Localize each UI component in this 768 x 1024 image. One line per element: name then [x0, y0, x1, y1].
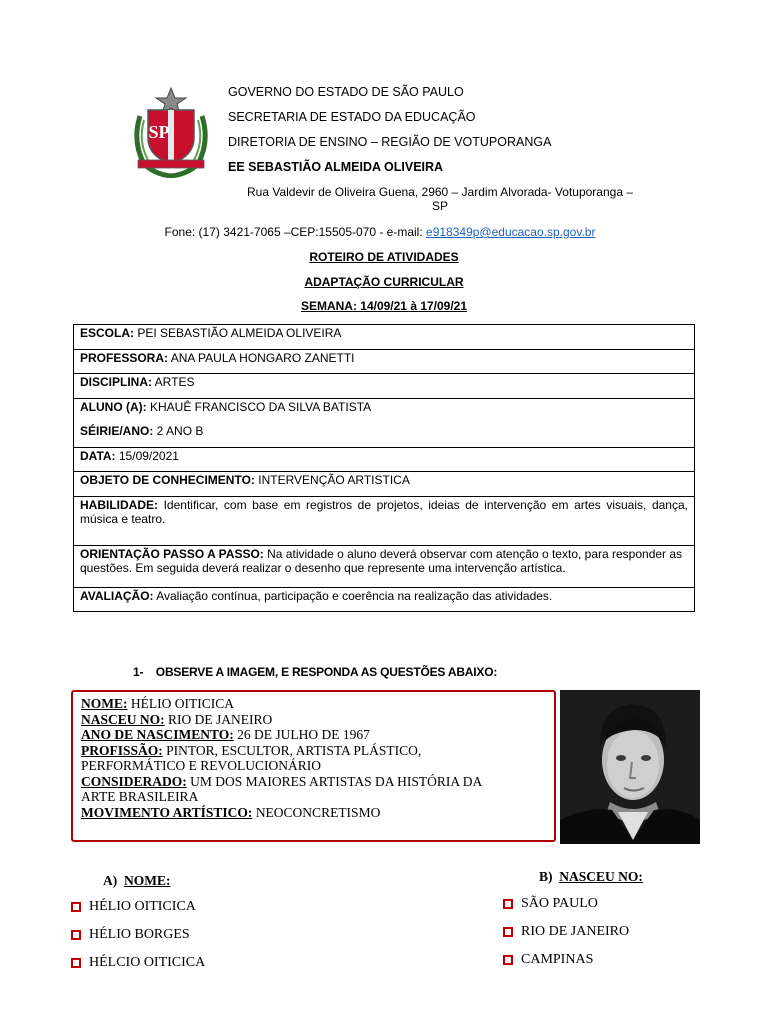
option-b-item[interactable] [503, 896, 598, 912]
title-roteiro: ROTEIRO DE ATIVIDADES [309, 250, 459, 264]
checkbox-icon[interactable] [71, 958, 81, 968]
contact-line [70, 225, 690, 239]
option-a-item-label: HÉLIO OITICICA [89, 899, 196, 914]
bio-nome-label: NOME: [81, 696, 128, 711]
value-serie: 2 ANO B [153, 423, 204, 438]
label-escola: ESCOLA: [80, 326, 134, 340]
label-disciplina: DISCIPLINA: [80, 375, 152, 389]
sao-paulo-seal-icon [130, 86, 212, 178]
address-line-1: Rua Valdevir de Oliveira Guena, 2960 – Jardim Alvorada- Votuporanga – [246, 185, 633, 199]
label-objeto: OBJETO DE CONHECIMENTO: [80, 473, 255, 487]
info-table [73, 324, 695, 612]
school-address [220, 185, 660, 213]
bio-nasceu-label: NASCEU NO: [81, 711, 165, 727]
bio-nasceu-value: RIO DE JANEIRO [164, 711, 273, 727]
header-government: GOVERNO DO ESTADO DE SÃO PAULO [228, 85, 464, 99]
bio-profissao-value: PINTOR, ESCULTOR, ARTISTA PLÁSTICO, PERFORMÁTICO E REVOLUCIONÁRIO [81, 742, 422, 773]
label-avaliacao: AVALIAÇÃO: [80, 588, 154, 603]
row-escola [74, 325, 695, 350]
checkbox-icon[interactable] [71, 902, 81, 912]
value-data: 15/09/2021 [115, 448, 179, 463]
label-serie: SÉIRIE/ANO: [80, 423, 154, 438]
row-professora [74, 349, 695, 374]
bio-profissao-label: PROFISSÃO: [81, 742, 163, 758]
option-a-item-label: HÉLCIO OITICICA [89, 955, 206, 970]
option-b-item-label: RIO DE JANEIRO [521, 924, 630, 939]
bio-considerado-value: UM DOS MAIORES ARTISTAS DA HISTÓRIA DA ARTE BRASILEIRA [81, 773, 482, 804]
option-a-heading [103, 873, 171, 889]
seal-letters: SP [148, 122, 170, 142]
bio-box [71, 690, 556, 842]
value-orientacao: Na atividade o aluno deverá observar com atenção o texto, para responder as questões. Em seguida deverá realizar o desenho que represente uma intervenção artística. [80, 546, 683, 575]
bio-considerado [81, 774, 511, 805]
bio-movimento [81, 805, 546, 821]
option-a-item[interactable] [71, 927, 190, 943]
checkbox-icon[interactable] [503, 955, 513, 965]
row-disciplina [74, 374, 695, 399]
value-aluno: KHAUÊ FRANCISCO DA SILVA BATISTA [146, 399, 372, 414]
option-b-prefix: B) [539, 869, 560, 884]
row-avaliacao [74, 587, 695, 612]
bio-nasceu [81, 712, 546, 728]
bio-profissao [81, 743, 461, 774]
value-habilidade: Identificar, com base em registros de projetos, ideias de intervenção em artes visuais, dança, música e teatro. [80, 497, 688, 526]
label-professora: PROFESSORA: [80, 350, 169, 365]
row-data [74, 447, 695, 472]
address-line-2: SP [431, 199, 448, 213]
question-1-heading: 1- OBSERVE A IMAGEM, E RESPONDA AS QUESTÕES ABAIXO: [133, 665, 498, 679]
value-disciplina: ARTES [152, 375, 195, 389]
checkbox-icon[interactable] [71, 930, 81, 940]
header-school-name: EE SEBASTIÃO ALMEIDA OLIVEIRA [228, 160, 444, 174]
option-a-item[interactable] [71, 955, 205, 971]
email-link[interactable]: e918349p@educacao.sp.gov.br [426, 225, 596, 239]
bio-movimento-value: NEOCONCRETISMO [252, 804, 381, 820]
value-avaliacao: Avaliação contínua, participação e coerência na realização das atividades. [153, 588, 553, 603]
bio-ano-value: 26 DE JULHO DE 1967 [233, 727, 370, 742]
bio-nome [81, 696, 546, 712]
bio-ano [81, 727, 546, 743]
row-aluno-serie [74, 398, 695, 447]
value-escola: PEI SEBASTIÃO ALMEIDA OLIVEIRA [134, 326, 342, 340]
label-aluno: ALUNO (A): [80, 399, 147, 414]
portrait-photo [560, 690, 700, 844]
option-b-item[interactable] [503, 924, 629, 940]
phone-cep: Fone: (17) 3421-7065 –CEP:15505-070 - e-mail: [164, 225, 427, 239]
bio-considerado-label: CONSIDERADO: [81, 773, 187, 789]
option-a-item-label: HÉLIO BORGES [89, 927, 190, 942]
title-semana: SEMANA: 14/09/21 à 17/09/21 [300, 299, 468, 313]
title-adaptacao: ADAPTAÇÃO CURRICULAR [304, 275, 464, 289]
option-a-item[interactable] [71, 899, 196, 915]
row-orientacao [74, 545, 695, 587]
option-b-item[interactable] [503, 952, 593, 968]
checkbox-icon[interactable] [503, 899, 513, 909]
value-objeto: INTERVENÇÃO ARTISTICA [254, 473, 410, 487]
bio-movimento-label: MOVIMENTO ARTÍSTICO: [81, 804, 253, 820]
option-a-prefix: A) [103, 873, 124, 888]
option-b-item-label: CAMPINAS [521, 952, 594, 967]
bio-ano-label: ANO DE NASCIMENTO: [81, 727, 234, 742]
value-professora: ANA PAULA HONGARO ZANETTI [168, 350, 355, 365]
option-b-heading [539, 869, 643, 885]
row-objeto [74, 472, 695, 497]
header-directorate: DIRETORIA DE ENSINO – REGIÃO DE VOTUPORANGA [228, 135, 552, 149]
header-secretariat: SECRETARIA DE ESTADO DA EDUCAÇÃO [228, 110, 476, 124]
label-data: DATA: [80, 448, 116, 463]
bio-nome-value: HÉLIO OITICICA [127, 696, 234, 711]
label-habilidade: HABILIDADE: [80, 497, 158, 512]
option-b-label: NASCEU NO: [559, 869, 643, 884]
row-habilidade [74, 496, 695, 545]
checkbox-icon[interactable] [503, 927, 513, 937]
option-a-label: NOME: [124, 873, 171, 888]
label-orientacao: ORIENTAÇÃO PASSO A PASSO: [80, 546, 264, 561]
option-b-item-label: SÃO PAULO [521, 896, 598, 911]
